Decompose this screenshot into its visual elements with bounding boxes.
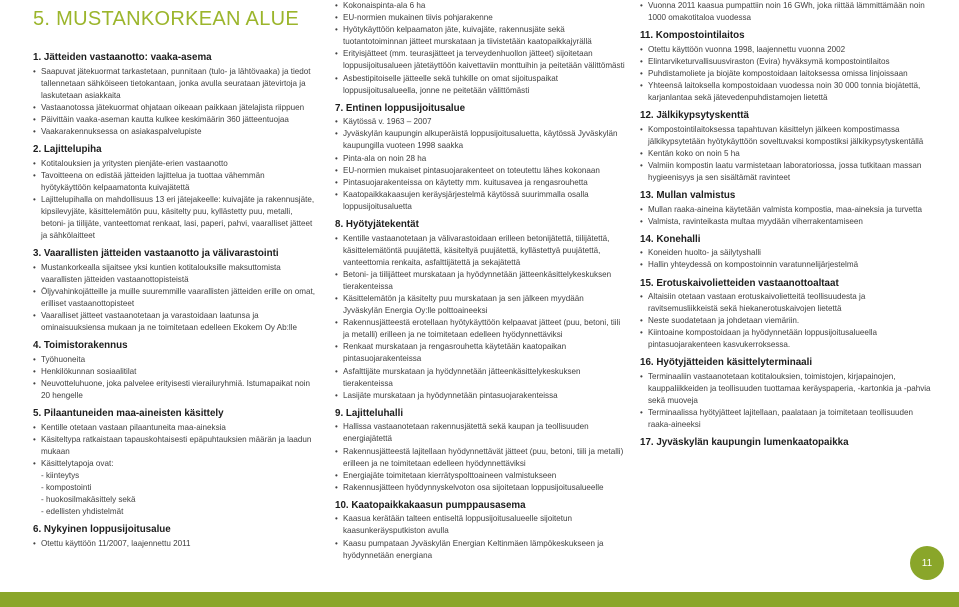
section-title: 5. Pilaantuneiden maa-aineisten käsittely — [33, 408, 224, 420]
bullet-item: • Kotitalouksien ja yritysten pienjäte-erien vastaanotto — [33, 158, 315, 170]
section-title: 15. Erotuskaivolietteiden vastaanottoaltaat — [640, 277, 839, 289]
bullet-item: • Terminaaliin vastaanotetaan kotitalouksien, toimistojen, kirjapainojen, kauppaliikkeiden ja teollisuuden tuottamaa keräyspaperia, -kartonkia ja -pahvia sekä muoveja — [640, 371, 936, 407]
bullet-list — [640, 124, 936, 184]
bullet-list — [335, 513, 625, 561]
footer-band — [0, 592, 959, 607]
section — [33, 144, 315, 242]
bullet-item: • Kiintoaine kompostoidaan ja hyödynnetään loppusijoitusalueella pintasuojarakenteen kasvukerroksessa. — [640, 327, 936, 351]
bullet-list — [33, 538, 315, 550]
bullet-item: • Betoni- ja tiilijätteet murskataan ja hyödynnetään jätteenkäsittelykeskuksen tierakenteissa — [335, 269, 625, 293]
bullet-list — [640, 204, 936, 228]
section — [640, 357, 936, 431]
section — [640, 437, 936, 450]
section-title: 1. Jätteiden vastaanotto: vaaka-asema — [33, 52, 212, 63]
section-title: 4. Toimistorakennus — [33, 340, 128, 352]
bullet-list — [335, 233, 625, 402]
bullet-item: • Mustankorkealla sijaitsee yksi kuntien kotitalouksille maksuttomista vaarallisten jätteiden vastaanottopisteistä — [33, 262, 315, 286]
section-title: 14. Konehalli — [640, 233, 701, 245]
bullet-item: • Käsiteltypa ratkaistaan tapauskohtaisesti epäpuhtauksien määrän ja laadun mukaan — [33, 434, 315, 458]
bullet-item: • Kompostointilaitoksessa tapahtuvan käsittelyn jälkeen kompostimassa jälkikypsytetään hyötykäyttöön soveltuvaksi kompostiksi jälkikypsytyskentällä — [640, 124, 936, 148]
column-3 — [640, 0, 936, 456]
section — [335, 103, 625, 213]
bullet-list — [640, 371, 936, 431]
bullet-item: • Henkilökunnan sosiaalitilat — [33, 366, 315, 378]
bullet-item: • Käsittelytapoja ovat: — [33, 458, 315, 470]
bullet-item: • Kaasua kerätään talteen entiseltä loppusijoitusalueelle sijoitetun kaasunkeräysputkiston avulla — [335, 513, 625, 537]
bullet-item: • Käsittelemätön ja käsitelty puu murskataan ja sen jälkeen myydään Jyväskylän Energia Oy:lle polttoaineeksi — [335, 293, 625, 317]
section — [640, 278, 936, 352]
column-2 — [335, 0, 625, 568]
bullet-item: • Vaakarakennuksessa on asiakaspalvelupiste — [33, 126, 315, 138]
bullet-item: • Pintasuojarakenteissa on käytetty mm. kuitusavea ja rengasrouhetta — [335, 177, 625, 189]
section — [33, 52, 315, 138]
bullet-item: • Saapuvat jätekuormat tarkastetaan, punnitaan (tulo- ja lähtövaaka) ja tiedot tallennetaan sähköiseen tietokantaan, jonka avulla seurataan jätevirtoja ja laskutetaan asiakkaita — [33, 66, 315, 102]
section-title: 11. Kompostointilaitos — [640, 30, 745, 42]
bullet-list — [640, 291, 936, 351]
section — [640, 234, 936, 272]
bullet-list — [335, 116, 625, 213]
section — [640, 110, 936, 184]
bullet-list — [640, 44, 936, 104]
bullet-item: • EU-normien mukainen tiivis pohjarakenne — [335, 12, 625, 24]
bullet-item: • Kentän koko on noin 5 ha — [640, 148, 936, 160]
page-number: 11 — [921, 557, 933, 569]
section — [33, 408, 315, 518]
section-title: 9. Lajitteluhalli — [335, 407, 404, 419]
section — [33, 248, 315, 334]
bullet-item: • Lasijäte murskataan ja hyödynnetään pintasuojarakenteissa — [335, 390, 625, 402]
bullet-item: - huokosilmakäsittely sekä — [41, 495, 136, 505]
bullet-item: • Yhteensä laitoksella kompostoidaan vuodessa noin 30 000 tonnia biojätettä, karjanlantaa sekä jätevedenpuhdistamojen lietettä — [640, 80, 936, 104]
bullet-item: • Elintarviketurvallisuusviraston (Evira) hyväksymä kompostointilaitos — [640, 56, 936, 68]
bullet-item: • Hallissa vastaanotetaan rakennusjätettä sekä kaupan ja teollisuuden energiajätettä — [335, 421, 625, 445]
bullet-item: • Hallin yhteydessä on kompostoinnin varatunnelijärjestelmä — [640, 259, 936, 271]
section-title: 17. Jyväskylän kaupungin lumenkaatopaikka — [640, 437, 849, 449]
bullet-item: • Pinta-ala on noin 28 ha — [335, 153, 625, 165]
section-title: 12. Jälkikypsytyskenttä — [640, 110, 749, 122]
section-title: 16. Hyötyjätteiden käsittelyterminaali — [640, 357, 813, 369]
bullet-item: • Vastaanotossa jätekuormat ohjataan oikeaan paikkaan jätelajista riippuen — [33, 102, 315, 114]
bullet-item: • Altaisiin otetaan vastaan erotuskaivolietteitä teollisuudesta ja ravitsemusliikkeistä sekä hiekanerotuskaivojen lietettä — [640, 291, 936, 315]
bullet-item: - kompostointi — [41, 483, 92, 493]
bullet-item: • Rakennusjätteen hyödynnyskelvoton osa sijoitetaan loppusijoitusalueelle — [335, 482, 625, 494]
bullet-item: • Valmista, ravinteikasta multaa myydään viherrakentamiseen — [640, 216, 936, 228]
bullet-item: • Renkaat murskataan ja rengasrouhetta käytetään kaatopaikan pintasuojarakenteissa — [335, 341, 625, 365]
section — [33, 340, 315, 402]
bullet-item: • Lajittelupihalla on mahdollisuus 13 eri jätejakeelle: kuivajäte ja rakennusjäte, kipsilevyjäte, käsittelemätön puu, käsitelty puu, kyllästetty puu, metalli, betoni- ja tiilijäte, vanteettomat renkaat, lasi, paperi, pahvi, vaaralliset jätteet ja sähkölaitteet — [33, 194, 315, 242]
section-title: 6. Nykyinen loppusijoitusalue — [33, 524, 171, 536]
bullet-item: • Mullan raaka-aineina käytetään valmista kompostia, maa-aineksia ja turvetta — [640, 204, 936, 216]
bullet-item: • Kaasu pumpataan Jyväskylän Energian Keltinmäen lämpökeskukseen ja hyödynnetään energiana — [335, 538, 625, 562]
section — [335, 0, 625, 97]
bullet-item: • Otettu käyttöön vuonna 1998, laajennettu vuonna 2002 — [640, 44, 936, 56]
bullet-item: • EU-normien mukaiset pintasuojarakenteet on toteutettu lähes kokonaan — [335, 165, 625, 177]
bullet-list — [33, 66, 315, 139]
section — [640, 0, 936, 24]
bullet-item: • Päivittäin vaaka-aseman kautta kulkee keskimäärin 360 jätteentuojaa — [33, 114, 315, 126]
bullet-item: • Käytössä v. 1963 – 2007 — [335, 116, 625, 128]
bullet-item: • Tavoitteena on edistää jätteiden lajittelua ja tuottaa vähemmän hyötykäyttöön kelpaamatonta kuivajätettä — [33, 170, 315, 194]
section — [335, 408, 625, 494]
bullet-item: - edellisten yhdistelmät — [41, 507, 124, 517]
bullet-item: • Asfalttijäte murskataan ja hyödynnetään jätteenkäsittelykeskuksen tierakenteissa — [335, 366, 625, 390]
bullet-list — [640, 0, 936, 24]
page-title: 5. MUSTANKORKEAN ALUE — [33, 8, 299, 30]
bullet-list — [335, 0, 625, 97]
section — [33, 524, 315, 550]
section-title: 2. Lajittelupiha — [33, 144, 102, 156]
bullet-item: • Öljyvahinkojätteille ja muille suuremmille vaarallisten jätteiden erille on omat, erilliset vastaanottopisteet — [33, 286, 315, 310]
section-title: 8. Hyötyjätekentät — [335, 219, 419, 230]
section — [640, 190, 936, 228]
page-number-badge — [910, 546, 944, 580]
bullet-item: • Kentille otetaan vastaan pilaantuneita maa-aineksia — [33, 422, 315, 434]
bullet-item: - kiinteytys — [41, 471, 80, 481]
section-title: 7. Entinen loppusijoitusalue — [335, 102, 466, 114]
bullet-item: • Kentille vastaanotetaan ja välivarastoidaan erilleen betonijätettä, tiilijätettä, käsittelemätöntä puujätettä, käsiteltyä puujätettä, kyllästettyä puujätettä, vanteettomia renkaita, asfalttijätettä ja sekajätettä — [335, 233, 625, 269]
bullet-item: • Rakennusjätteestä lajitellaan hyödynnettävät jätteet (puu, betoni, tiili ja metalli) erilleen ja ne toimitetaan edelleen hyödynnettäviksi — [335, 446, 625, 470]
bullet-item: • Asbestipitoiselle jätteelle sekä tuhkille on omat sijoituspaikat loppusijoitusalueella, jonne ne peitetään välittömästi — [335, 73, 625, 97]
section — [335, 500, 625, 562]
bullet-list — [640, 247, 936, 271]
bullet-item: • Erityisjätteet (mm. teurasjätteet ja terveydenhuollon jätteet) sijoitetaan loppusijoitusalueen jätetäyttöön kaivettaviin monttuihin ja peitetään välittömästi — [335, 48, 625, 72]
section-title: 10. Kaatopaikkakaasun pumppausasema — [335, 499, 526, 511]
bullet-list — [33, 354, 315, 402]
bullet-item: • Valmiin kompostin laatu varmistetaan laboratoriossa, jossa tutkitaan massan hygieenisyys ja sen sisältämät ravinteet — [640, 160, 936, 184]
column-1 — [33, 52, 315, 556]
bullet-item: • Rakennusjätteestä erotellaan hyötykäyttöön kelpaavat jätteet (puu, betoni, tiili ja metalli) erilleen ja ne toimitetaan edelleen hyödynnettäviksi — [335, 317, 625, 341]
bullet-item: • Terminaalissa hyötyjätteet lajitellaan, paalataan ja toimitetaan teollisuuden raaka-aineeksi — [640, 407, 936, 431]
section-title: 13. Mullan valmistus — [640, 190, 736, 202]
bullet-item: • Puhdistamoliete ja biojäte kompostoidaan laitoksessa omissa linjoissaan — [640, 68, 936, 80]
bullet-item: • Vaaralliset jätteet vastaanotetaan ja varastoidaan laatunsa ja ominaisuuksiensa mukaan ja ne toimitetaan edelleen Ekokem Oy Ab:lle — [33, 310, 315, 334]
bullet-item: • Neste suodatetaan ja johdetaan viemäriin. — [640, 315, 936, 327]
section — [640, 30, 936, 104]
bullet-list — [33, 158, 315, 243]
bullet-item: • Jyväskylän kaupungin alkuperäistä loppusijoitusaluetta, käytössä Jyväskylän kaupungilla vuoteen 1998 saakka — [335, 128, 625, 152]
bullet-item: • Työhuoneita — [33, 354, 315, 366]
section — [335, 219, 625, 402]
bullet-item: • Vuonna 2011 kaasua pumpattiin noin 16 GWh, joka riittää lämmittämään noin 1000 omakotitaloa vuodessa — [640, 0, 936, 24]
section-title: 3. Vaarallisten jätteiden vastaanotto ja välivarastointi — [33, 248, 279, 260]
bullet-item: • Kokonaispinta-ala 6 ha — [335, 0, 625, 12]
bullet-list — [33, 262, 315, 335]
bullet-item: • Kaatopaikkakaasujen keräysjärjestelmä käytössä suurimmalla osalla loppusijoitusaluetta — [335, 189, 625, 213]
bullet-list — [33, 422, 315, 519]
bullet-item: • Otettu käyttöön 11/2007, laajennettu 2011 — [33, 538, 315, 550]
bullet-item: • Neuvotteluhuone, joka palvelee erityisesti vierailuryhmiä. Istumapaikat noin 20 hengelle — [33, 378, 315, 402]
bullet-list — [335, 421, 625, 494]
bullet-item: • Energiajäte toimitetaan kierrätyspolttoaineen valmistukseen — [335, 470, 625, 482]
bullet-item: • Koneiden huolto- ja säilytyshalli — [640, 247, 936, 259]
bullet-item: • Hyötykäyttöön kelpaamaton jäte, kuivajäte, rakennusjäte sekä tuotantotoiminnan jätteet murskataan ja tiivistetään kaatopaikkajyrällä — [335, 24, 625, 48]
